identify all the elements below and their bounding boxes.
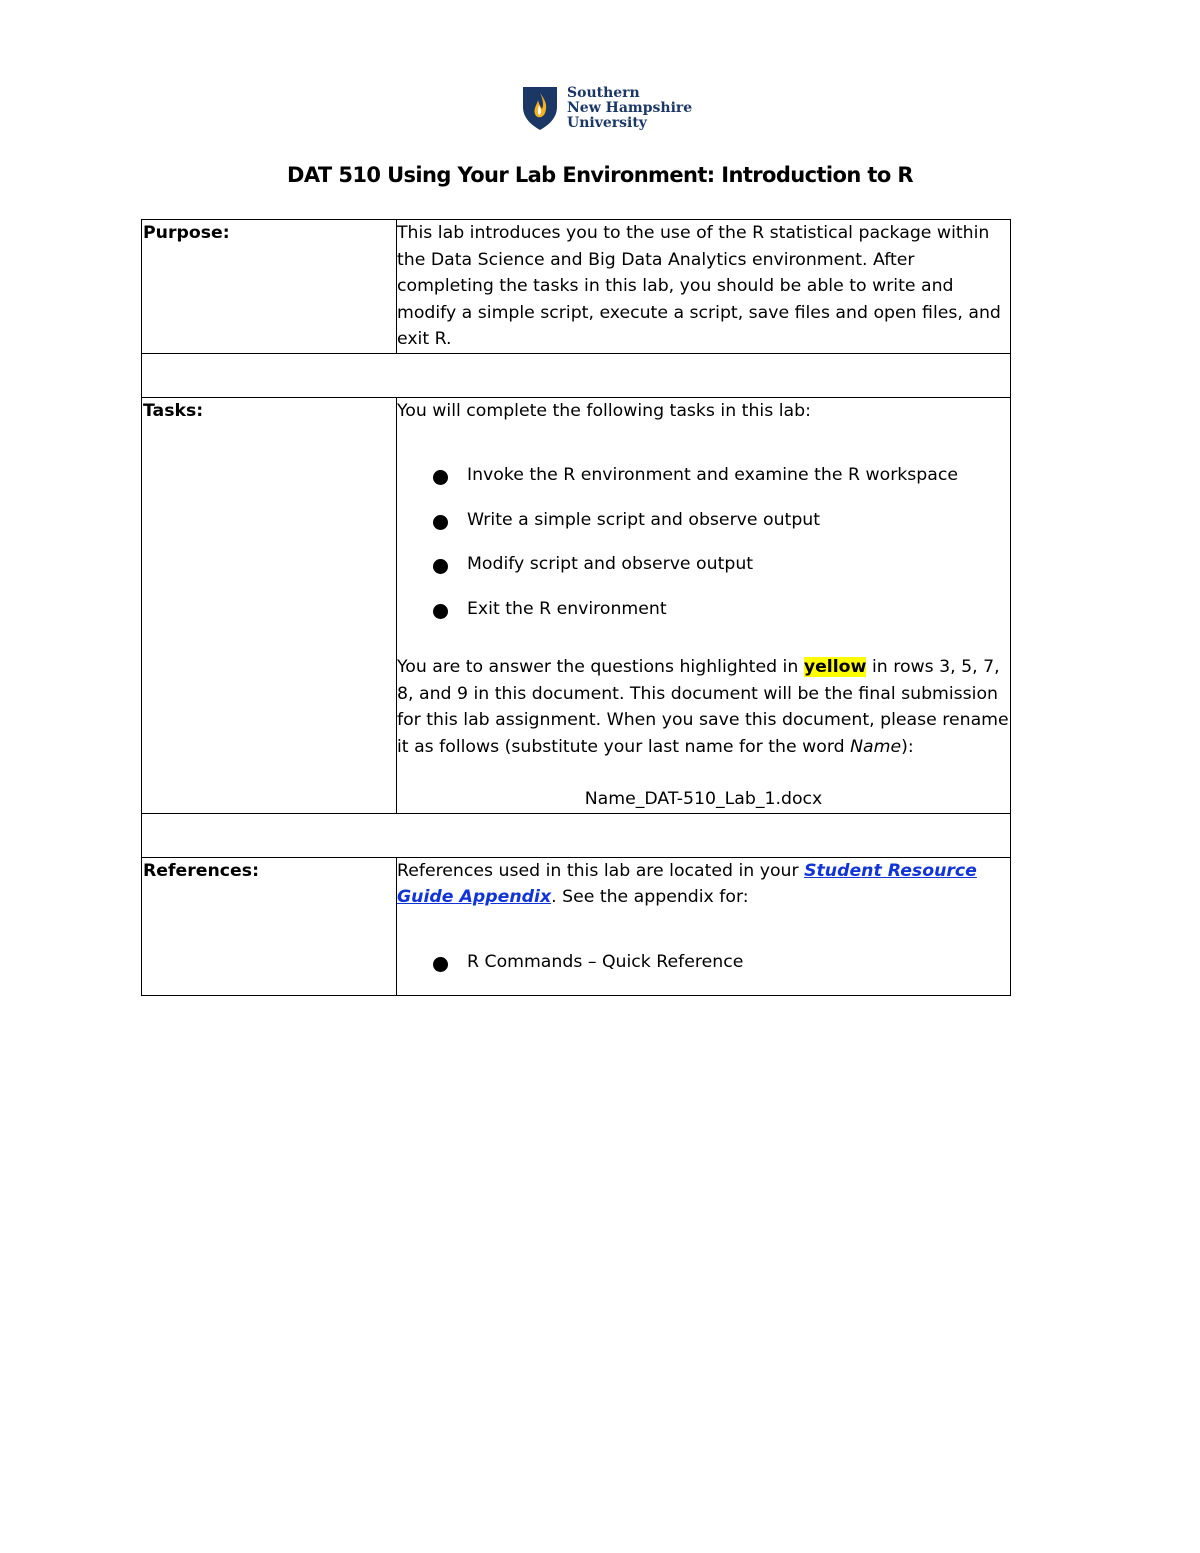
reference-list <box>397 949 1010 976</box>
bullet-icon <box>433 957 448 972</box>
empty-cell <box>142 813 1011 857</box>
purpose-row <box>142 220 1011 354</box>
task-item: Write a simple script and observe output <box>397 507 1010 534</box>
task-item: Invoke the R environment and examine the R workspace <box>397 462 1010 489</box>
references-content <box>397 857 1011 996</box>
task-item: Exit the R environment <box>397 596 1010 623</box>
tasks-label: Tasks: <box>142 397 397 813</box>
bullet-icon <box>433 515 448 530</box>
purpose-label: Purpose: <box>142 220 397 354</box>
lab-table <box>141 219 1011 996</box>
tasks-content <box>397 397 1011 813</box>
logo-wordmark <box>567 86 692 131</box>
bullet-icon <box>433 604 448 619</box>
references-label: References: <box>142 857 397 996</box>
flame-shield-icon <box>521 85 559 131</box>
references-intro: References used in this lab are located in your Student Resource Guide Appendix. See the appendix for: <box>397 860 977 907</box>
spacer-row <box>142 813 1011 857</box>
references-row <box>142 857 1011 996</box>
tasks-row <box>142 397 1011 813</box>
submission-filename: Name_DAT-510_Lab_1.docx <box>584 789 823 809</box>
reference-item: R Commands – Quick Reference <box>397 949 1010 976</box>
document-title: DAT 510 Using Your Lab Environment: Introduction to R <box>287 163 913 187</box>
purpose-description: This lab introduces you to the use of the R statistical package within the Data Science and Big Data Analytics environment. After completing the tasks in this lab, you should be able to write and modify a simple script, execute a script, save files and open files, and exit R. <box>397 223 1001 349</box>
snhu-logo <box>521 84 692 132</box>
bullet-icon <box>433 559 448 574</box>
student-resource-guide-link[interactable]: Student Resource Guide Appendix <box>397 860 977 907</box>
logo-line-1: Southern <box>567 84 640 101</box>
answer-instructions: You are to answer the questions highlighted in yellow in rows 3, 5, 7, 8, and 9 in this document. This document will be the final submission for this lab assignment. When you save this document, please rename it as follows (substitute your last name for the word Name): <box>397 657 1009 757</box>
empty-cell <box>142 353 1011 397</box>
logo-line-2: New Hampshire <box>567 99 693 116</box>
tasks-intro: You will complete the following tasks in this lab: <box>397 400 811 421</box>
purpose-text <box>397 220 1011 354</box>
task-list <box>397 462 1010 622</box>
spacer-row <box>142 353 1011 397</box>
logo-line-3: University <box>567 114 647 131</box>
bullet-icon <box>433 470 448 485</box>
task-item: Modify script and observe output <box>397 551 1010 578</box>
yellow-highlight: yellow <box>803 657 867 677</box>
